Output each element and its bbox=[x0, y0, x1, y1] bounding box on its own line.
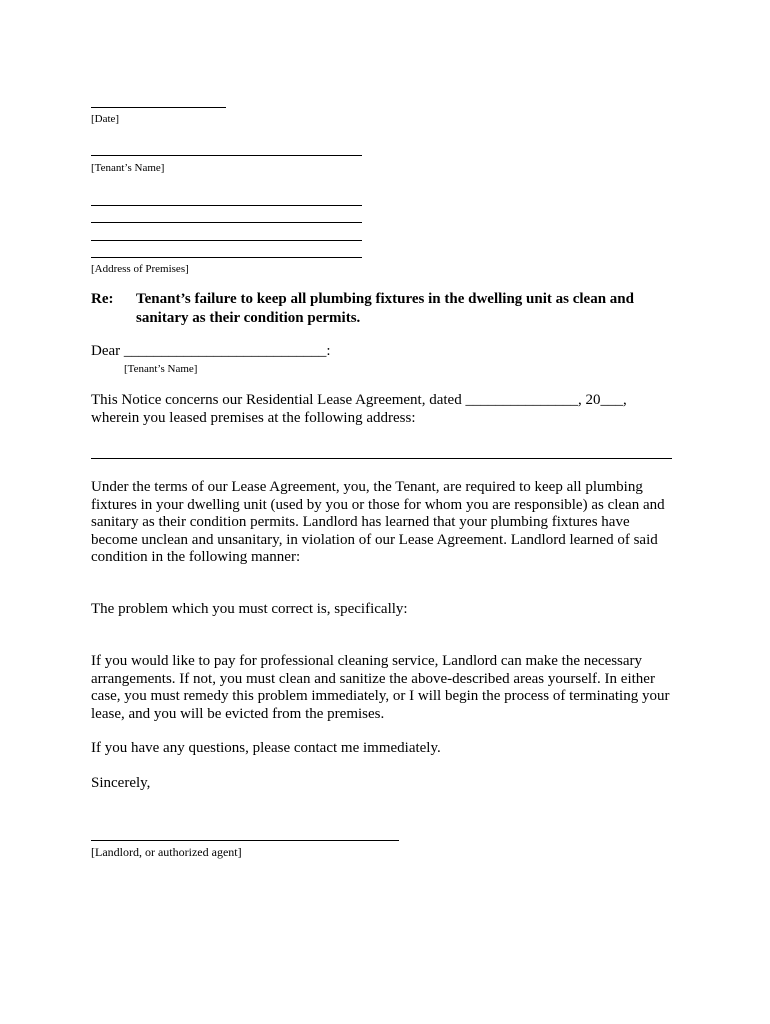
terms-line-2: fixtures in your dwelling unit (used by you or those for whom you are responsible) as clean and bbox=[91, 496, 665, 513]
address-blank-line-4 bbox=[91, 257, 362, 258]
premises-address-blank-line bbox=[91, 458, 672, 459]
questions-statement: If you have any questions, please contact me immediately. bbox=[91, 740, 441, 756]
terms-paragraph bbox=[91, 479, 691, 567]
notice-line-2: wherein you leased premises at the following address: bbox=[91, 409, 416, 426]
remedy-line-2: arrangements. If not, you must clean and sanitize the above-described areas yourself. In either bbox=[91, 670, 655, 687]
address-blank-line-3 bbox=[91, 240, 362, 241]
remedy-line-1: If you would like to pay for professional cleaning service, Landlord can make the necessary bbox=[91, 653, 643, 669]
address-blank-line-1 bbox=[91, 205, 362, 206]
salutation-tenant-label: [Tenant’s Name] bbox=[124, 363, 198, 375]
signature-label: [Landlord, or authorized agent] bbox=[91, 845, 242, 859]
subject-line-1: Tenant’s failure to keep all plumbing fixtures in the dwelling unit as clean and bbox=[136, 291, 634, 307]
problem-statement: The problem which you must correct is, specifically: bbox=[91, 601, 408, 617]
notice-paragraph bbox=[91, 392, 691, 427]
remedy-line-3: case, you must remedy this problem immediately, or I will begin the process of terminating your bbox=[91, 688, 670, 704]
tenant-name-label: [Tenant’s Name] bbox=[91, 162, 165, 174]
closing: Sincerely, bbox=[91, 775, 151, 791]
notice-line-1: This Notice concerns our Residential Lease Agreement, dated _______________, 20___, bbox=[91, 392, 627, 408]
tenant-name-blank-line bbox=[91, 155, 362, 156]
remedy-line-4: lease, and you will be evicted from the premises. bbox=[91, 705, 385, 722]
date-blank-line bbox=[91, 107, 226, 108]
date-label: [Date] bbox=[91, 113, 120, 125]
subject-prefix: Re: bbox=[91, 291, 114, 307]
subject-line-2: sanitary as their condition permits. bbox=[136, 310, 361, 326]
signature-blank-line bbox=[91, 840, 399, 841]
terms-line-3: sanitary as their condition permits. Landlord has learned that your plumbing fixtures have bbox=[91, 514, 630, 530]
salutation: Dear ___________________________: bbox=[91, 343, 331, 359]
terms-line-1: Under the terms of our Lease Agreement, you, the Tenant, are required to keep all plumbing bbox=[91, 479, 643, 495]
address-label: [Address of Premises] bbox=[91, 263, 189, 275]
address-blank-line-2 bbox=[91, 222, 362, 223]
terms-line-5: condition in the following manner: bbox=[91, 549, 301, 565]
terms-line-4: become unclean and unsanitary, in violation of our Lease Agreement. Landlord learned of said bbox=[91, 531, 658, 548]
remedy-paragraph bbox=[91, 653, 691, 723]
